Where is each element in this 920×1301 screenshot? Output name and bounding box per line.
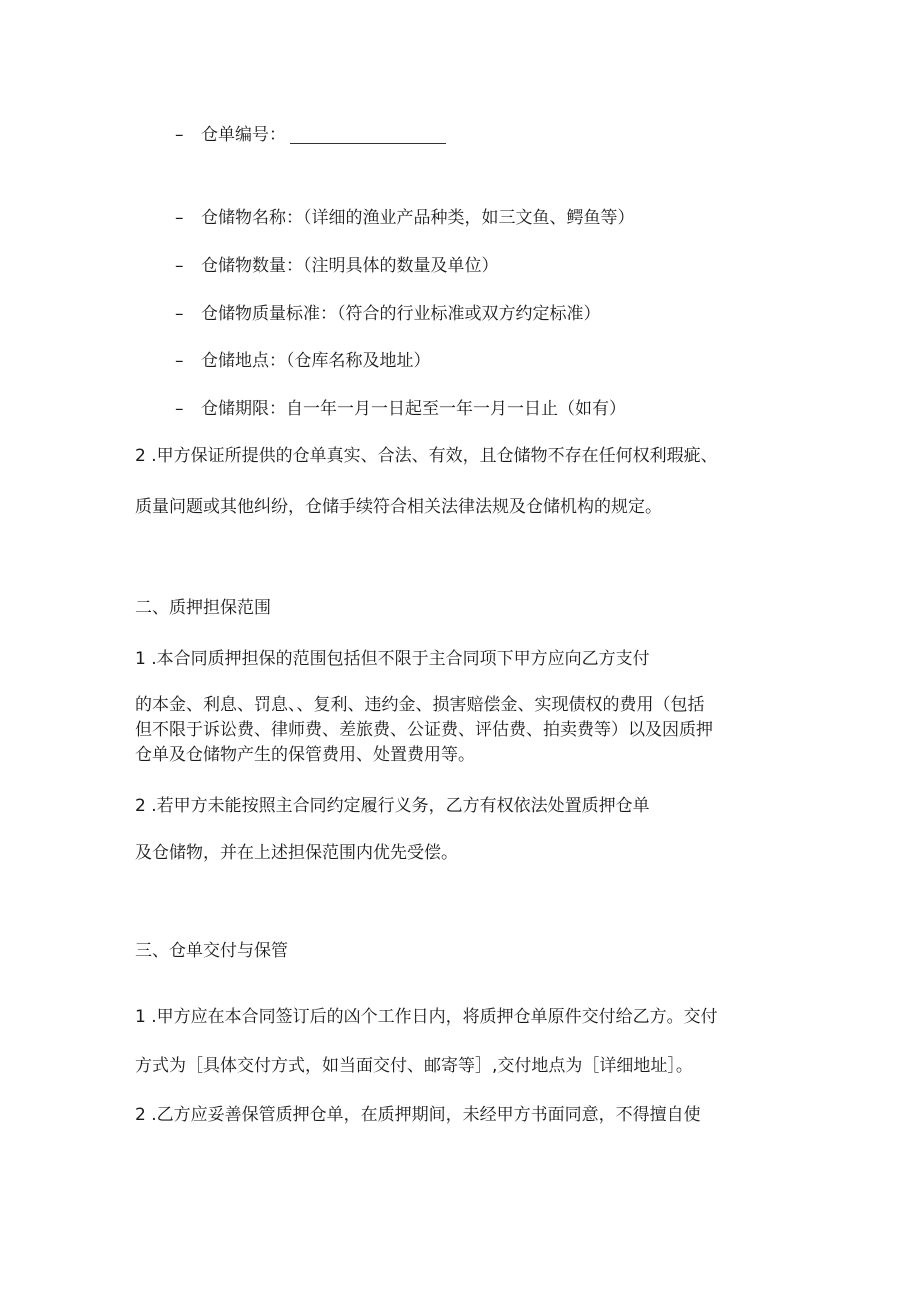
clause-paragraph: 仓单及仓储物产生的保管费用、处置费用等。 — [135, 745, 475, 765]
item-dash: – — [175, 208, 184, 228]
clause-paragraph: 2 .甲方保证所提供的仓单真实、合法、有效，且仓储物不存在任何权利瑕疵、 — [135, 446, 718, 466]
clause-paragraph: 1 .甲方应在本合同签订后的凶个工作日内，将质押仓单原件交付给乙方。交付 — [135, 1007, 718, 1027]
fill-in-blank — [290, 143, 446, 144]
item-dash: – — [175, 399, 184, 419]
clause-paragraph: 2 .若甲方未能按照主合同约定履行义务，乙方有权依法处置质押仓单 — [135, 796, 650, 816]
item-storage-period — [175, 397, 626, 421]
item-dash: – — [175, 304, 184, 324]
item-text: 仓储物质量标准：（符合的行业标准或双方约定标准） — [201, 304, 601, 324]
item-text: 仓储物数量：（注明具体的数量及单位） — [201, 256, 499, 276]
item-storage-location — [175, 349, 431, 373]
clause-paragraph: 2 .乙方应妥善保管质押仓单，在质押期间，未经甲方书面同意，不得擅自使 — [135, 1105, 701, 1125]
item-text: 仓储地点：（仓库名称及地址） — [201, 351, 431, 371]
item-quality-standard — [175, 302, 601, 326]
item-warehouse-receipt-number — [175, 123, 446, 147]
item-dash: – — [175, 125, 184, 145]
item-goods-quantity — [175, 254, 499, 278]
clause-paragraph: 质量问题或其他纠纷，仓储手续符合相关法律法规及仓储机构的规定。 — [135, 497, 662, 517]
clause-paragraph: 及仓储物，并在上述担保范围内优先受偿。 — [135, 843, 458, 863]
clause-paragraph: 1 .本合同质押担保的范围包括但不限于主合同项下甲方应向乙方支付 — [135, 649, 650, 669]
clause-paragraph: 但不限于诉讼费、律师费、差旅费、公证费、评估费、拍卖费等）以及因质押 — [135, 720, 713, 740]
clause-paragraph: 方式为［具体交付方式，如当面交付、邮寄等］,交付地点为［详细地址］。 — [135, 1056, 693, 1076]
item-dash: – — [175, 351, 184, 371]
section-heading: 三、仓单交付与保管 — [135, 941, 288, 961]
clause-paragraph: 的本金、利息、罚息、、复利、违约金、损害赔偿金、实现债权的费用（包括 — [135, 695, 705, 715]
item-dash: – — [175, 256, 184, 276]
item-text: 仓储物名称：（详细的渔业产品种类，如三文鱼、鳄鱼等） — [201, 208, 635, 228]
item-goods-name — [175, 206, 635, 230]
item-text: 仓储期限：自一年一月一日起至一年一月一日止（如有） — [201, 399, 626, 419]
section-heading: 二、质押担保范围 — [135, 598, 271, 618]
item-text: 仓单编号： — [201, 125, 286, 145]
